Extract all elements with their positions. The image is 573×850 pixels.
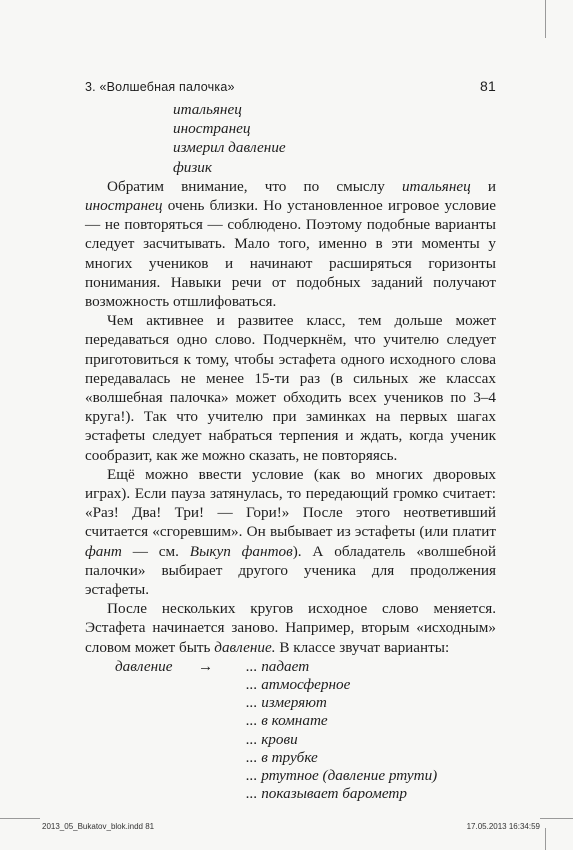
- variant-item: ... падает: [246, 657, 310, 675]
- variants-list: [246, 657, 437, 803]
- slug-datetime: 17.05.2013 16:34:59: [466, 822, 540, 831]
- text-run: В классе звучат варианты:: [275, 638, 450, 656]
- paragraph: [85, 311, 496, 465]
- text-run: очень близки. Но установленное игровое условие — не повторяться — соблюдено. Поэтому подобные варианты следует засчитывать. Мало того, именно в эти моменты у многих учеников и начинают расширяться горизонты понимания. Навыки речи от подобных заданий получают возможность отшлифоваться.: [85, 196, 496, 310]
- italic-term: итальянец: [401, 177, 471, 195]
- variant-item: ... крови: [246, 730, 298, 748]
- variant-item: ... показывает барометр: [246, 785, 407, 803]
- variant-item: ... измеряют: [246, 694, 327, 712]
- crop-mark: [0, 818, 40, 819]
- italic-term: Выкуп фантов: [189, 542, 293, 560]
- paragraph: [85, 465, 496, 599]
- variants-head-word: давление: [115, 657, 173, 675]
- book-page: [85, 0, 496, 850]
- chapter-title: 3. «Волшебная палочка»: [85, 80, 235, 94]
- word-list-item: физик: [173, 158, 212, 176]
- page-body: [85, 100, 496, 801]
- page-number: 81: [480, 78, 496, 94]
- variant-item: ... ртутное (давление ртути): [246, 766, 438, 784]
- crop-mark: [540, 818, 573, 819]
- crop-mark: [545, 828, 546, 850]
- variants-block: [85, 657, 496, 801]
- text-run: ). А обладатель «волшебной палочки» выбирает другого ученика для продолжения эстафеты.: [85, 542, 496, 599]
- word-list: [85, 100, 496, 177]
- word-list-item: итальянец: [173, 101, 242, 118]
- paragraph: [85, 177, 496, 311]
- variant-item: ... атмосферное: [246, 676, 351, 694]
- word-list-item: измерил давление: [173, 139, 286, 157]
- italic-term: фант: [85, 542, 122, 560]
- crop-mark: [545, 0, 546, 38]
- text-run: Обратим внимание, что по смыслу: [107, 177, 402, 195]
- text-run: После нескольких кругов исходное слово меняется. Эстафета начинается заново. Например, вторым «исходным» словом может быть: [85, 600, 496, 656]
- paragraph: [85, 599, 496, 657]
- variant-item: ... в комнате: [246, 712, 328, 730]
- italic-term: иностранец: [85, 196, 163, 214]
- text-run: и: [470, 177, 496, 195]
- slug-filename: 2013_05_Bukatov_blok.indd 81: [42, 822, 155, 831]
- variant-item: ... в трубке: [246, 748, 318, 766]
- text-run: — см.: [121, 542, 190, 560]
- arrow-right-icon: →: [198, 657, 214, 675]
- italic-term: давление.: [214, 638, 276, 656]
- text-run: Чем активнее и развитее класс, тем дольше может передаваться одно слово. Подчеркнём, что учителю следует приготовиться к тому, чтобы эстафета одного исходного слова передавалась не менее 15-ти раз (в сильных же классах «волшебная палочка» может обходить всех учеников по 3–4 круга!). Так что учителю при заминках на первых шагах эстафеты следует набраться терпения и ждать, когда ученик сообразит, как же можно сказать, не повторяясь.: [85, 312, 496, 464]
- text-run: Ещё можно ввести условие (как во многих дворовых играх). Если пауза затянулась, то передающий громко считает: «Раз! Два! Три! — Гори!» После этого неответивший считается «сгоревшим». Он выбывает из эстафеты (или платит: [85, 465, 496, 541]
- word-list-item: иностранец: [173, 120, 251, 138]
